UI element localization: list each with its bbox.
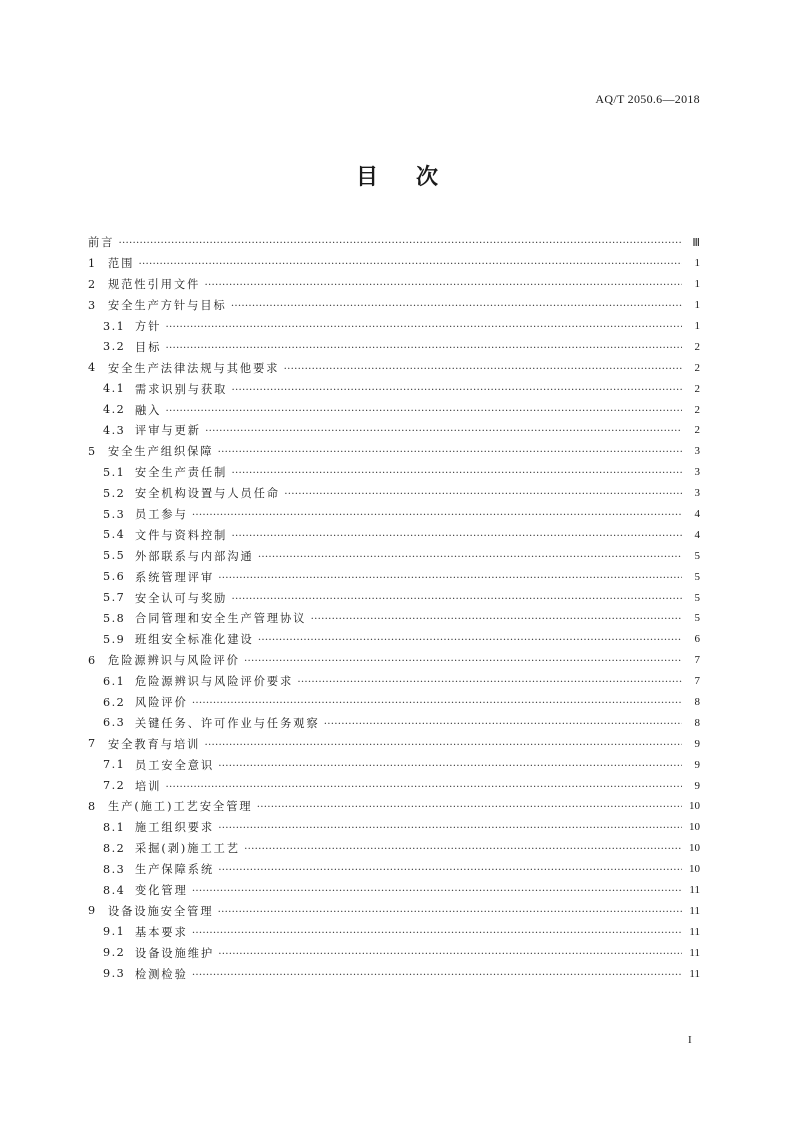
dot-leader [244,654,682,666]
toc-entry-label: 系统管理评审 [135,570,215,584]
toc-entry-page: 4 [694,528,700,541]
toc-entry-page: 11 [689,884,700,897]
toc-entry-page: 3 [694,445,700,458]
toc-entry-page: 2 [694,382,700,395]
toc-entry-page: 1 [694,257,700,270]
toc-entry[interactable] [88,901,700,922]
toc-entry-page: 3 [694,487,700,500]
toc-entry-label: 危险源辨识与风险评价要求 [135,675,294,689]
dot-leader [231,466,682,478]
toc-entry-number: 5.2 [103,486,126,500]
toc-entry-page: 11 [689,925,700,938]
toc-entry[interactable] [88,420,700,441]
toc-entry-number: 4 [88,361,97,375]
dot-leader [218,821,682,833]
toc-entry-label: 目标 [135,340,162,354]
toc-entry-number: 6 [88,653,97,667]
toc-entry[interactable] [88,295,700,316]
toc-entry[interactable] [88,921,700,942]
toc-entry-number: 6.3 [103,716,126,730]
toc-entry-label: 设备设施维护 [135,946,215,960]
toc-entry-label: 范围 [108,257,135,271]
dot-leader [218,863,682,875]
toc-entry[interactable] [88,754,700,775]
toc-entry-number: 9.1 [103,925,126,939]
toc-entry-label: 危险源辨识与风险评价 [108,654,240,668]
toc-entry-label: 规范性引用文件 [108,278,201,292]
toc-entry-label: 安全生产责任制 [135,466,228,480]
toc-entry-number: 4.3 [103,423,126,437]
dot-leader [284,487,682,499]
toc-entry-label: 风险评价 [135,696,188,710]
toc-entry-label: 检测检验 [135,967,188,981]
toc-entry-label: 安全生产组织保障 [108,445,214,459]
toc-entry[interactable] [88,608,700,629]
toc-entry-page: 9 [694,779,700,792]
toc-entry[interactable] [88,650,700,671]
dot-leader [165,320,682,332]
toc-entry-label: 培训 [135,779,162,793]
toc-entry-label: 融入 [135,403,162,417]
title-char-1: 目 [355,164,378,190]
page-title [0,160,794,191]
toc-entry-page: 5 [694,591,700,604]
toc-entry[interactable] [88,587,700,608]
toc-entry-number: 1 [88,256,97,270]
toc-entry-number: 5.9 [103,632,126,646]
toc-entry[interactable] [88,504,700,525]
toc-entry-label: 合同管理和安全生产管理协议 [135,612,307,626]
toc-entry[interactable] [88,462,700,483]
toc-entry-label: 方针 [135,320,162,333]
toc-entry-label: 设备设施安全管理 [108,904,214,918]
dot-leader [165,780,682,792]
dot-leader [192,696,682,708]
toc-entry-page: 5 [694,570,700,583]
title-char-2: 次 [416,164,439,190]
toc-entry-page: 10 [689,863,700,876]
toc-entry[interactable] [88,378,700,399]
toc-entry-number: 8 [88,799,97,813]
toc-entry-page: 2 [694,361,700,374]
toc-entry-number: 8.3 [103,862,126,876]
toc-entry-number: 5.6 [103,570,126,584]
dot-leader [283,362,682,374]
toc-entry-label: 安全机构设置与人员任命 [135,487,281,501]
toc-entry[interactable] [88,880,700,901]
toc-entry[interactable] [88,274,700,295]
toc-entry-label: 班组安全标准化建设 [135,633,254,647]
toc-entry-number: 2 [88,277,97,291]
dot-leader [324,717,682,729]
toc-entry-label: 安全教育与培训 [108,737,201,751]
toc-entry-page: 10 [689,800,700,813]
toc-entry-number: 4.1 [103,382,126,396]
toc-entry[interactable] [88,671,700,692]
toc-entry-label: 前言 [88,236,115,250]
dot-leader [204,738,682,750]
page-number: I [688,1034,692,1046]
toc-entry[interactable] [88,524,700,545]
dot-leader [205,424,682,436]
dot-leader [192,508,682,520]
dot-leader [192,926,682,938]
toc-entry[interactable] [88,483,700,504]
toc-entry-page: 2 [694,340,700,353]
toc-entry[interactable] [88,441,700,462]
standard-code: AQ/T 2050.6—2018 [595,92,700,106]
toc-entry[interactable] [88,838,700,859]
toc-entry-number: 7.1 [103,758,126,772]
toc-entry-label: 生产(施工)工艺安全管理 [108,800,253,814]
dot-leader [192,884,682,896]
toc-entry[interactable] [88,859,700,880]
toc-entry-label: 员工安全意识 [135,758,215,772]
dot-leader [257,800,682,812]
toc-entry-page: 1 [694,278,700,291]
toc-entry[interactable] [88,232,700,253]
toc-entry[interactable] [88,357,700,378]
toc-entry-page: 10 [689,842,700,855]
dot-leader [258,633,682,645]
toc-entry-number: 3 [88,298,97,312]
toc-entry-number: 6.2 [103,695,126,709]
toc-entry-number: 5.4 [103,528,126,542]
dot-leader [231,529,682,541]
toc-entry-number: 3.1 [103,319,126,333]
toc-entry[interactable] [88,775,700,796]
toc-entry[interactable] [88,712,700,733]
toc-entry-page: 2 [694,424,700,437]
dot-leader [231,383,682,395]
toc-entry-number: 9.3 [103,967,126,981]
toc-entry-label: 安全生产方针与目标 [108,299,227,313]
dot-leader [165,341,682,353]
dot-leader [218,905,682,917]
dot-leader [231,299,682,311]
toc-entry-number: 5.7 [103,591,126,605]
toc-entry-label: 外部联系与内部沟通 [135,549,254,563]
toc-entry-number: 8.1 [103,820,126,834]
dot-leader [165,404,682,416]
toc-entry-page: 9 [694,758,700,771]
toc-entry-number: 3.2 [103,340,126,354]
toc-entry-number: 4.2 [103,403,126,417]
toc-entry-number: 7 [88,737,97,751]
toc-entry-page: 11 [689,904,700,917]
dot-leader [218,571,682,583]
toc-entry[interactable] [88,629,700,650]
toc-entry[interactable] [88,796,700,817]
dot-leader [310,612,682,624]
toc-entry-number: 6.1 [103,674,126,688]
toc-entry-number: 5.8 [103,611,126,625]
toc-entry-page: 5 [694,612,700,625]
dot-leader [204,278,682,290]
toc-entry-page: 9 [694,737,700,750]
toc-entry-page: 1 [694,299,700,312]
toc-entry[interactable] [88,963,700,984]
toc-entry-label: 采掘(剥)施工工艺 [135,842,241,856]
toc-entry-label: 文件与资料控制 [135,528,228,542]
toc-entry-page: 6 [694,633,700,646]
toc-entry-label: 关键任务、许可作业与任务观察 [135,716,320,730]
toc-entry-page: 10 [689,821,700,834]
toc-entry-page: 3 [694,466,700,479]
toc-entry-page: 7 [694,654,700,667]
toc-entry-page: 4 [694,508,700,521]
toc-entry[interactable] [88,253,700,274]
toc-entry-number: 5.1 [103,465,126,479]
toc-entry[interactable] [88,336,700,357]
toc-entry-number: 9 [88,904,97,918]
toc-entry-label: 安全认可与奖励 [135,591,228,605]
dot-leader [218,759,682,771]
toc-entry[interactable] [88,733,700,754]
toc-entry-label: 安全生产法律法规与其他要求 [108,361,280,375]
toc-entry-label: 评审与更新 [135,424,201,438]
toc-entry-number: 8.2 [103,841,126,855]
dot-leader [258,550,682,562]
toc-entry-label: 员工参与 [135,508,188,522]
toc-entry-page: 7 [694,675,700,688]
toc-entry-page: 2 [694,403,700,416]
toc-entry-number: 9.2 [103,946,126,960]
toc-entry-label: 基本要求 [135,925,188,939]
toc-entry-page: 5 [694,549,700,562]
toc-entry-number: 5 [88,444,97,458]
toc-entry-page: 8 [694,716,700,729]
toc-entry-label: 生产保障系统 [135,863,215,877]
dot-leader [118,236,682,248]
toc-entry-label: 变化管理 [135,884,188,898]
dot-leader [244,842,682,854]
toc-entry[interactable] [88,566,700,587]
toc-entry-page: 1 [694,320,700,332]
dot-leader [192,968,682,980]
toc-entry-label: 施工组织要求 [135,821,215,835]
dot-leader [218,445,682,457]
toc-entry-number: 7.2 [103,779,126,793]
dot-leader [231,592,682,604]
toc-entry-page: 11 [689,946,700,959]
toc-entry-number: 8.4 [103,883,126,897]
toc-entry-page: 8 [694,696,700,709]
dot-leader [297,675,682,687]
toc-entry-label: 需求识别与获取 [135,382,228,396]
toc-entry-page: 11 [689,967,700,980]
toc-entry[interactable] [88,692,700,713]
toc-entry[interactable] [88,316,700,337]
toc-entry[interactable] [88,817,700,838]
dot-leader [138,257,682,269]
toc-entry[interactable] [88,545,700,566]
toc-entry-number: 5.5 [103,549,126,563]
table-of-contents [88,232,700,984]
toc-entry[interactable] [88,942,700,963]
dot-leader [218,947,682,959]
toc-entry[interactable] [88,399,700,420]
toc-entry-page: Ⅲ [692,236,700,249]
toc-entry-number: 5.3 [103,507,126,521]
